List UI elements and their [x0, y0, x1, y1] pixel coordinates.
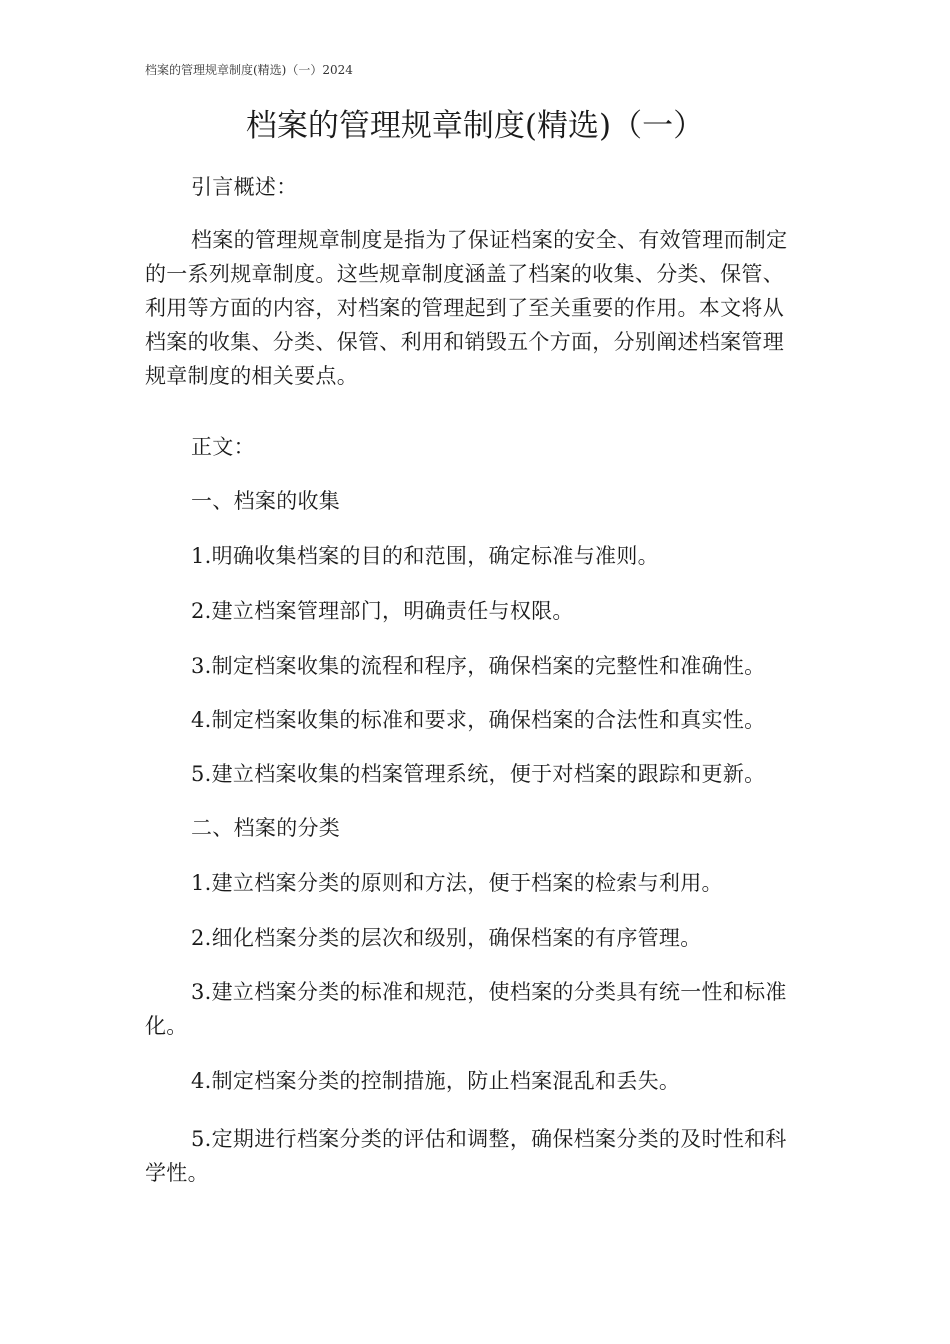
list-item: 5.建立档案收集的档案管理系统，便于对档案的跟踪和更新。 — [191, 762, 766, 786]
intro-heading: 引言概述： — [191, 175, 298, 199]
running-header: 档案的管理规章制度(精选)（一）2024 — [145, 63, 353, 77]
list-item: 4.制定档案收集的标准和要求，确保档案的合法性和真实性。 — [191, 708, 766, 732]
list-item: 2.细化档案分类的层次和级别，确保档案的有序管理。 — [191, 926, 702, 950]
intro-paragraph: 档案的管理规章制度是指为了保证档案的安全、有效管理而制定的一系列规章制度。这些规章制度涵盖了档案的收集、分类、保管、利用等方面的内容，对档案的管理起到了至关重要的作用。本文将从档案的收集、分类、保管、利用和销毁五个方面，分别阐述档案管理规章制度的相关要点。 — [145, 228, 788, 388]
body-heading: 正文： — [191, 435, 255, 459]
section-heading-classification: 二、档案的分类 — [191, 816, 341, 840]
list-item: 3.制定档案收集的流程和程序，确保档案的完整性和准确性。 — [191, 654, 766, 678]
list-item: 3.建立档案分类的标准和规范，使档案的分类具有统一性和标准化。 — [145, 980, 787, 1038]
list-item: 4.制定档案分类的控制措施，防止档案混乱和丢失。 — [191, 1069, 681, 1093]
list-item: 5.定期进行档案分类的评估和调整，确保档案分类的及时性和科学性。 — [145, 1127, 787, 1185]
list-item: 2.建立档案管理部门，明确责任与权限。 — [191, 599, 574, 623]
list-item: 1.建立档案分类的原则和方法，便于档案的检索与利用。 — [191, 871, 723, 895]
section-heading-collection: 一、档案的收集 — [191, 489, 341, 513]
list-item: 1.明确收集档案的目的和范围，确定标准与准则。 — [191, 544, 659, 568]
document-title: 档案的管理规章制度(精选)（一） — [245, 108, 705, 144]
